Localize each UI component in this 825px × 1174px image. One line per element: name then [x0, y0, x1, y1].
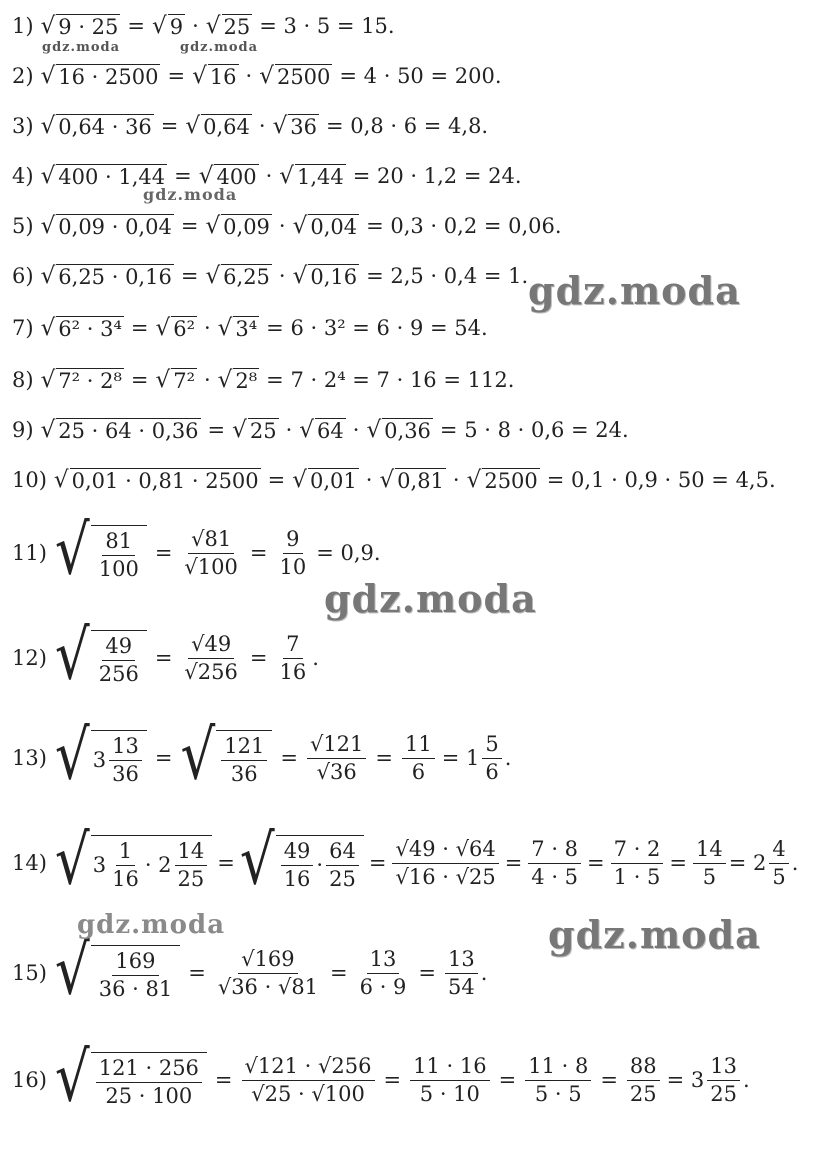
equation: √ 7² · 2⁸ = √ 7² · √ 2⁸ = 7 · 2⁴ = 7 · 16 = 112.: [40, 366, 515, 393]
equation: √ 400 · 1,44 = √ 400 · √ 1,44 = 20 · 1,2 = 24.: [40, 162, 522, 189]
equation: √ 25 · 64 · 0,36 = √ 25 · √ 64 · √ 0,36 = 5 · 8 · 0,6 = 24.: [40, 416, 629, 443]
watermark: gdz.moda: [324, 576, 537, 621]
equation: √ 6² · 3⁴ = √ 6² · √ 3⁴ = 6 · 3² = 6 · 9 = 54.: [40, 314, 488, 341]
watermark: gdz.moda: [180, 40, 259, 55]
equation: √ 9 · 25 = √ 9 · √ 25 = 3 · 5 = 15.: [40, 12, 395, 39]
problem-14: 14) √ 3 $\frac{1}{16}$ · 2 $\frac{14}{25}$ = √ $\frac{49}{16}$ · $\frac{64}{25}$ = $\frac{√49 \cdot √64}{√16 \cdot √25}$ = $\frac{7 \cdot 8}{4 \cdot 5}$ = $\frac{7 \cdot 2}{1 \cdot 5}$ = $\frac{14}{5}$ = 2 $\frac{4}{5}$ .: [12, 819, 799, 900]
problem-16: 16) √ $\frac{121 \cdot 256}{25 \cdot 100}$ = $\frac{√121 \cdot √256}{√25 \cdot √100}$ = $\frac{11 \cdot 16}{5 \cdot 10}$ = $\frac{11 \cdot 8}{5 \cdot 5}$ = $\frac{88}{25}$ = 3 $\frac{13}{25}$ .: [12, 1036, 750, 1117]
radical: √ 9: [152, 12, 184, 39]
watermark: gdz.moda: [143, 185, 238, 204]
problem-6: 6) √ 6,25 · 0,16 = √ 6,25 · √ 0,16 = 2,5 · 0,4 = 1.: [12, 262, 529, 289]
watermark: gdz.moda: [42, 40, 121, 55]
problem-9: 9) √ 25 · 64 · 0,36 = √ 25 · √ 64 · √ 0,36 = 5 · 8 · 0,6 = 24.: [12, 416, 629, 443]
problem-15: 15) √ $\frac{169}{36 \cdot 81}$ = $\frac{√169}{√36 \cdot √81}$ = $\frac{13}{6 \cdot 9}$ = $\frac{13}{54}$ .: [12, 929, 488, 1010]
equation: √ 16 · 2500 = √ 16 · √ 2500 = 4 · 50 = 200.: [40, 62, 502, 89]
problem-2: 2) √ 16 · 2500 = √ 16 · √ 2500 = 4 · 50 = 200.: [12, 62, 502, 89]
problem-13: 13) √ 3 $\frac{13}{36}$ = √ $\frac{121}{36}$ = $\frac{√121}{√36}$ = $\frac{11}{6}$ = 1 $\frac{5}{6}$ .: [12, 714, 512, 795]
problem-3: 3) √ 0,64 · 36 = √ 0,64 · √ 36 = 0,8 · 6 = 4,8.: [12, 112, 489, 139]
equation: √ 3 $\frac{1}{16}$ · 2 $\frac{14}{25}$ = √ $\frac{49}{16}$ · $\frac{64}{25}$ = $\frac{√49 \cdot √64}{√16 \cdot √25}$ = $\frac{7 \cdot 8}{4 \cdot 5}$ = $\frac{7 \cdot 2}{1 \cdot 5}$ = $\frac{14}{5}$ = 2 $\frac{4}{5}$ .: [54, 819, 799, 900]
equation: √ $\frac{49}{256}$ = $\frac{√49}{√256}$ = $\frac{7}{16}$ .: [54, 614, 319, 695]
equation: √ $\frac{81}{100}$ = $\frac{√81}{√100}$ = $\frac{9}{10}$ = 0,9.: [54, 509, 381, 590]
problem-1: [12, 14, 395, 38]
problem-7: 7) √ 6² · 3⁴ = √ 6² · √ 3⁴ = 6 · 3² = 6 · 9 = 54.: [12, 314, 488, 341]
problem-4: 4) √ 400 · 1,44 = √ 400 · √ 1,44 = 20 · 1,2 = 24.: [12, 162, 522, 189]
equation: √ 0,09 · 0,04 = √ 0,09 · √ 0,04 = 0,3 · 0,2 = 0,06.: [40, 212, 562, 239]
equation: √ $\frac{121 \cdot 256}{25 \cdot 100}$ = $\frac{√121 \cdot √256}{√25 \cdot √100}$ = $\frac{11 \cdot 16}{5 \cdot 10}$ = $\frac{11 \cdot 8}{5 \cdot 5}$ = $\frac{88}{25}$ = 3 $\frac{13}{25}$ .: [54, 1036, 750, 1117]
equation: √ 0,01 · 0,81 · 2500 = √ 0,01 · √ 0,81 · √ 2500 = 0,1 · 0,9 · 50 = 4,5.: [53, 466, 776, 493]
watermark: gdz.moda: [548, 912, 761, 957]
watermark: gdz.moda: [528, 268, 741, 313]
equation: √ 0,64 · 36 = √ 0,64 · √ 36 = 0,8 · 6 = 4,8.: [40, 112, 489, 139]
problem-11: 11) √ $\frac{81}{100}$ = $\frac{√81}{√100}$ = $\frac{9}{10}$ = 0,9.: [12, 509, 381, 590]
equation: √ 6,25 · 0,16 = √ 6,25 · √ 0,16 = 2,5 · 0,4 = 1.: [40, 262, 529, 289]
problem-number: 1): [12, 13, 34, 38]
radical: √ 9 · 25: [40, 12, 119, 39]
problem-10: 10) √ 0,01 · 0,81 · 2500 = √ 0,01 · √ 0,81 · √ 2500 = 0,1 · 0,9 · 50 = 4,5.: [12, 466, 776, 493]
equation: √ $\frac{169}{36 \cdot 81}$ = $\frac{√169}{√36 \cdot √81}$ = $\frac{13}{6 \cdot 9}$ = $\frac{13}{54}$ .: [54, 929, 488, 1010]
problem-5: 5) √ 0,09 · 0,04 = √ 0,09 · √ 0,04 = 0,3 · 0,2 = 0,06.: [12, 212, 562, 239]
problem-8: 8) √ 7² · 2⁸ = √ 7² · √ 2⁸ = 7 · 2⁴ = 7 · 16 = 112.: [12, 366, 515, 393]
radical: √ 25: [205, 12, 251, 39]
problem-12: 12) √ $\frac{49}{256}$ = $\frac{√49}{√256}$ = $\frac{7}{16}$ .: [12, 614, 319, 695]
equation: √ 3 $\frac{13}{36}$ = √ $\frac{121}{36}$ = $\frac{√121}{√36}$ = $\frac{11}{6}$ = 1 $\frac{5}{6}$ .: [54, 714, 512, 795]
watermark: gdz.moda: [77, 910, 226, 940]
